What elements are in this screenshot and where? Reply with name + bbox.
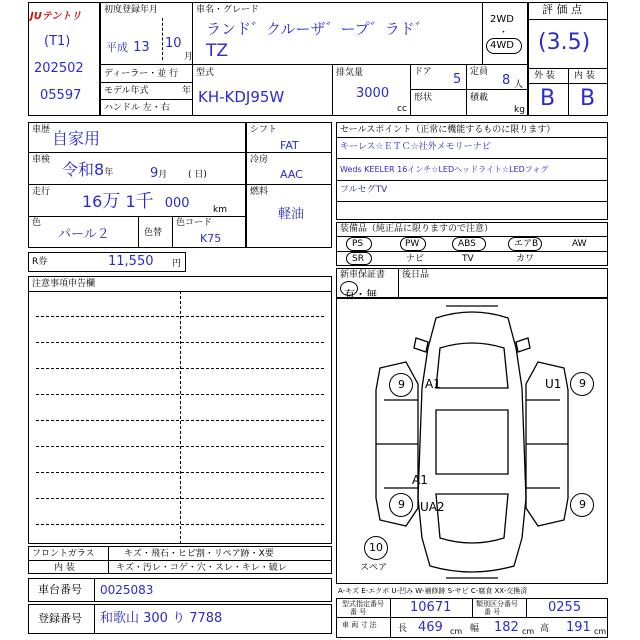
notes-dash-3 xyxy=(36,368,324,369)
sales-line-1 xyxy=(336,158,608,159)
aircon-value: AAC xyxy=(280,168,303,181)
length-unit: cm xyxy=(450,627,463,636)
capacity-label: 定員 xyxy=(470,67,489,77)
color-value: パール２ xyxy=(58,227,110,242)
recycle-label: R券 xyxy=(32,257,48,267)
arrival-label: 後日品 xyxy=(402,270,430,280)
notes-dash-4 xyxy=(36,394,324,395)
codes-div-1 xyxy=(390,598,391,638)
fuel-label: 燃料 xyxy=(250,187,269,197)
first-reg-value: 平成 13 xyxy=(106,40,150,55)
interior-label: 内 装 xyxy=(574,71,595,81)
recycle-panel xyxy=(28,252,186,272)
cap-divider xyxy=(466,64,467,116)
color-label: 色 xyxy=(32,218,42,228)
displacement-label: 排気量 xyxy=(336,68,364,78)
color-div-2 xyxy=(172,216,173,248)
interior-notes-value: キズ・汚レ・コゲ・穴・スレ・キレ・破レ xyxy=(116,563,287,573)
usage-value: 自家用 xyxy=(52,129,101,148)
shape-label: 形状 xyxy=(414,93,433,103)
equip-tv: TV xyxy=(462,254,474,264)
sales-point-2: Weds KEELER 16インチ☆LEDヘッドライト☆LEDフォグ xyxy=(340,165,549,174)
dims-label: 車 両 寸 法 xyxy=(342,621,377,629)
mileage-value: 16万 1千 000 xyxy=(82,191,190,212)
sales-line-3 xyxy=(336,201,608,202)
score-line xyxy=(528,19,608,20)
aircon-label: 冷房 xyxy=(250,155,269,165)
equip-sr: SR xyxy=(352,254,364,264)
score-line-3 xyxy=(528,83,608,84)
color-div xyxy=(138,216,139,248)
mileage-label: 走行 xyxy=(32,187,51,197)
shift-label: シフト xyxy=(250,125,278,135)
doors-value: 5 xyxy=(453,72,462,87)
recycle-unit: 円 xyxy=(172,259,182,269)
history-line-2 xyxy=(28,184,246,185)
first-reg-label: 初度登録年月 xyxy=(104,5,159,15)
codes-line xyxy=(336,617,608,618)
interior-line xyxy=(28,560,332,561)
model-year-label: モデル年式 xyxy=(104,86,149,96)
codes-div-2 xyxy=(472,598,473,617)
height-unit: cm xyxy=(594,627,607,636)
exterior-value: B xyxy=(540,86,556,111)
notes-dash-1 xyxy=(36,316,324,317)
front-glass-value: キズ・飛石・ヒビ割・リペア跡・X要 xyxy=(124,549,274,559)
type-label: 型式指定番号 xyxy=(342,600,384,608)
damage-legend: A-キズ E-エクボ U-凹み W-補修跡 S-サビ C-腐食 XX-交換済 xyxy=(338,587,528,595)
interior-value: B xyxy=(580,86,596,111)
damage-mark-rear-left: 9 xyxy=(398,498,405,511)
usage-label: 車歴 xyxy=(32,125,51,135)
dealer-label: ディーラー・並 行 xyxy=(104,69,179,79)
drive-4wd: 4WD xyxy=(490,40,514,51)
dealer-line-1 xyxy=(100,82,192,83)
history-line-1 xyxy=(28,152,246,153)
plate-label: 登録番号 xyxy=(38,612,82,625)
header-divider xyxy=(100,64,528,65)
damage-mark-front-right: 9 xyxy=(579,377,586,390)
equipment-label: 装備品（純正品に限りますので注意） xyxy=(340,224,494,234)
equip-aw: AW xyxy=(572,239,587,249)
score-vline xyxy=(568,68,569,116)
inspection-day: ( 日) xyxy=(188,170,207,180)
sales-point-3: フルセグTV xyxy=(340,185,388,195)
spec-line-2 xyxy=(246,184,332,185)
sales-line-2 xyxy=(336,180,608,181)
date-code: 202502 xyxy=(34,61,84,76)
equip-navi: ナビ xyxy=(406,254,425,264)
car-name-label: 車名・グレード xyxy=(196,5,260,15)
equipment-row-2 xyxy=(336,252,608,266)
class-value: 0255 xyxy=(548,600,582,615)
color-change-label: 色替 xyxy=(144,228,163,238)
disp-divider xyxy=(332,64,333,116)
type-sub: 番 号 xyxy=(350,608,367,616)
damage-mark-u1: U1 xyxy=(545,377,562,391)
damage-mark-front-left: 9 xyxy=(398,378,405,391)
displacement-value: 3000 xyxy=(356,86,390,101)
spare-label: スペア xyxy=(360,563,388,573)
width-value: 182 xyxy=(494,620,519,635)
notes-dash-2 xyxy=(36,342,324,343)
displacement-unit: cc xyxy=(397,104,407,114)
width-unit: cm xyxy=(522,627,535,636)
car-grade: TZ xyxy=(206,41,229,61)
load-unit: kg xyxy=(514,105,525,115)
color-code: K75 xyxy=(200,232,222,245)
inspection-month: 9月 xyxy=(150,166,168,181)
recycle-value: 11,550 xyxy=(108,254,154,269)
notes-dash-7 xyxy=(36,472,324,473)
equipment-row-1 xyxy=(336,237,608,251)
width-label: 幅 xyxy=(470,624,480,634)
equip-leather: カワ xyxy=(516,254,535,264)
damage-mark-a1-front: A1 xyxy=(425,377,441,391)
chassis-label: 車台番号 xyxy=(38,583,82,596)
doors-label: ドア xyxy=(414,67,432,77)
logo: JUテントリ xyxy=(30,11,82,22)
warranty-div xyxy=(398,268,399,298)
notes-dash-9 xyxy=(36,524,324,525)
equip-pw: PW xyxy=(405,239,420,249)
lot-paren: (T1) xyxy=(44,34,71,49)
color-code-label: 色コード xyxy=(176,218,213,228)
model-year-unit: 年 xyxy=(182,86,192,96)
plate-value: 和歌山 300 り 7788 xyxy=(100,611,223,626)
model-value: KH-KDJ95W xyxy=(198,88,285,106)
chassis-div xyxy=(94,578,95,602)
capacity-unit: 人 xyxy=(514,80,524,90)
length-value: 469 xyxy=(418,620,443,635)
dealer-line-2 xyxy=(100,99,192,100)
model-label: 型式 xyxy=(196,68,215,78)
score-label: 評 価 点 xyxy=(542,3,582,16)
capacity-value: 8 xyxy=(502,73,511,88)
drive-2wd: 2WD xyxy=(490,14,514,25)
damage-mark-a1-rear: A1 xyxy=(412,473,428,487)
plate-div xyxy=(94,604,95,634)
first-reg-month-unit: 月 xyxy=(184,52,194,62)
inspection-value: 令和8年 xyxy=(62,160,114,179)
notes-dash-5 xyxy=(36,420,324,421)
equip-ps: PS xyxy=(352,239,364,249)
height-value: 191 xyxy=(566,620,591,635)
height-label: 高 xyxy=(540,624,550,634)
sales-line-0 xyxy=(336,137,608,138)
drive-divider xyxy=(482,2,483,64)
codes-div-3 xyxy=(526,598,527,617)
type-value: 10671 xyxy=(410,600,452,615)
score-value: (3.5) xyxy=(538,30,591,55)
spare-value: 10 xyxy=(369,541,383,554)
front-glass-label: フロントガラス xyxy=(32,549,95,559)
notes-dash-6 xyxy=(36,446,324,447)
door-divider xyxy=(410,64,411,116)
damage-mark-ua2: UA2 xyxy=(420,500,445,514)
car-name: ランド゛クルーザ゛ープ゛ラド゛ xyxy=(206,20,430,38)
sales-points-label: セールスポイント（正常に機能するものに限ります） xyxy=(340,125,556,135)
mileage-unit: km xyxy=(213,205,227,215)
fuel-value: 軽油 xyxy=(278,207,305,222)
interior-notes-label: 内 装 xyxy=(54,563,75,573)
load-label: 積載 xyxy=(470,93,489,103)
inspection-label: 車検 xyxy=(32,155,51,165)
sales-point-1: キーレス☆ＥＴＣ☆社外メモリーナビ xyxy=(340,142,491,152)
warranty-value: 有・無 xyxy=(344,288,377,301)
length-label: 長 xyxy=(398,624,408,634)
class-label: 類別区分番号 xyxy=(476,600,518,608)
spec-line-1 xyxy=(246,152,332,153)
shift-value: FAT xyxy=(280,139,299,152)
shape-line xyxy=(410,89,528,90)
drive-dot: ・ xyxy=(499,28,509,38)
equip-abs: ABS xyxy=(458,239,476,249)
notes-label: 注意事項申告欄 xyxy=(32,279,96,289)
number-code: 05597 xyxy=(40,88,82,103)
handle-label: ハンドル 左・右 xyxy=(104,103,170,113)
warranty-label: 新車保証書 xyxy=(340,270,386,280)
class-sub: 番 号 xyxy=(484,608,501,616)
equip-airbag: エアB xyxy=(514,239,539,249)
interior-div xyxy=(108,546,109,574)
chassis-value: 0025083 xyxy=(100,583,154,597)
notes-dash-8 xyxy=(36,498,324,499)
exterior-label: 外 装 xyxy=(534,71,555,81)
notes-vdash xyxy=(180,291,181,544)
first-reg-dash xyxy=(162,18,163,60)
first-reg-month: 10 xyxy=(165,36,182,51)
history-line-3 xyxy=(28,216,246,217)
damage-mark-rear-right: 9 xyxy=(579,498,586,511)
